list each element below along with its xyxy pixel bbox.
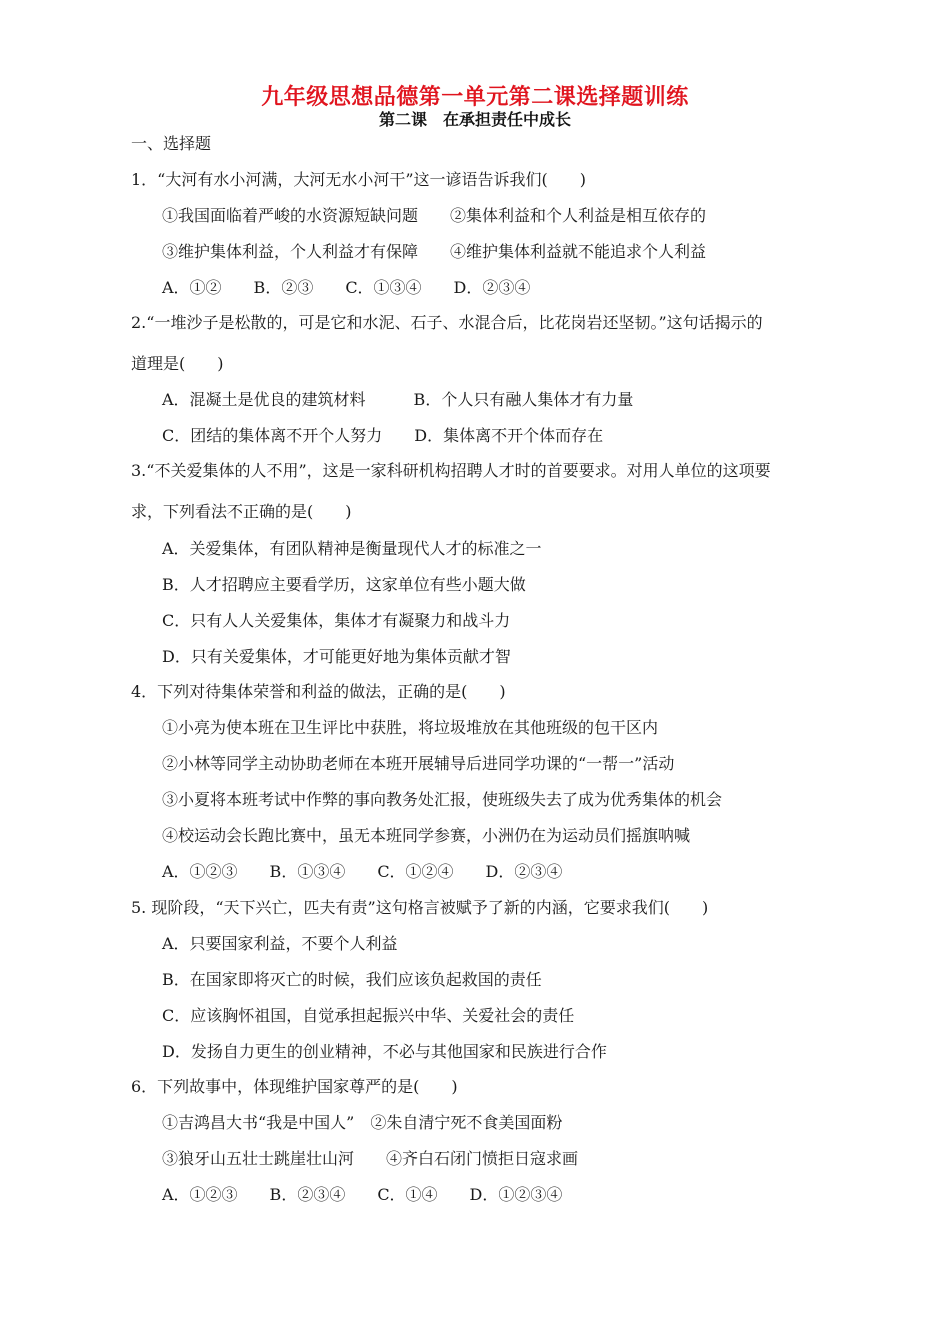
question-3-option: A．关爱集体，有团队精神是衡量现代人才的标准之一 xyxy=(162,539,542,558)
question-1-statement: ③维护集体利益，个人利益才有保障 ④维护集体利益就不能追求个人利益 xyxy=(162,242,707,261)
section-heading: 一、选择题 xyxy=(131,134,212,153)
question-6-stem: 6．下列故事中，体现维护国家尊严的是( ) xyxy=(131,1077,458,1096)
question-4-statement: ④校运动会长跑比赛中，虽无本班同学参赛，小洲仍在为运动员们摇旗呐喊 xyxy=(162,826,691,845)
question-5-stem: 5. 现阶段，“天下兴亡，匹夫有责”这句格言被赋予了新的内涵，它要求我们( ) xyxy=(131,898,709,917)
question-3-option: C．只有人人关爱集体，集体才有凝聚力和战斗力 xyxy=(162,611,511,630)
question-1-statement: ①我国面临着严峻的水资源短缺问题 ②集体利益和个人利益是相互依存的 xyxy=(162,206,707,225)
question-4-options: A．①②③ B．①③④ C．①②④ D．②③④ xyxy=(162,862,563,881)
question-4-statement: ③小夏将本班考试中作弊的事向教务处汇报，使班级失去了成为优秀集体的机会 xyxy=(162,790,723,809)
question-2-stem-cont: 道理是( ) xyxy=(131,354,224,373)
question-6-statement: ③狼牙山五壮士跳崖壮山河 ④齐白石闭门愤拒日寇求画 xyxy=(162,1149,579,1168)
question-1-options: A．①② B．②③ C．①③④ D．②③④ xyxy=(162,278,531,297)
question-3-stem-cont: 求，下列看法不正确的是( ) xyxy=(131,502,352,521)
question-5-option: B．在国家即将灭亡的时候，我们应该负起救国的责任 xyxy=(162,970,542,989)
question-2-options: A．混凝土是优良的建筑材料 B．个人只有融人集体才有力量 xyxy=(162,390,634,409)
question-3-option: B．人才招聘应主要看学历，这家单位有些小题大做 xyxy=(162,575,526,594)
question-1-stem: 1．“大河有水小河满，大河无水小河干”这一谚语告诉我们( ) xyxy=(131,170,587,189)
question-4-stem: 4．下列对待集体荣誉和利益的做法，正确的是( ) xyxy=(131,682,506,701)
question-5-option: D．发扬自力更生的创业精神，不必与其他国家和民族进行合作 xyxy=(162,1042,607,1061)
question-6-statement: ①吉鸿昌大书“我是中国人” ②朱自清宁死不食美国面粉 xyxy=(162,1113,563,1132)
question-3-stem: 3.“不关爱集体的人不用”，这是一家科研机构招聘人才时的首要要求。对用人单位的这项要 xyxy=(131,461,771,480)
page-subtitle: 第二课 在承担责任中成长 xyxy=(378,110,571,129)
question-2-options: C．团结的集体离不开个人努力 D．集体离不开个体而存在 xyxy=(162,426,604,445)
question-6-options: A．①②③ B．②③④ C．①④ D．①②③④ xyxy=(162,1185,563,1204)
question-3-option: D．只有关爱集体，才可能更好地为集体贡献才智 xyxy=(162,647,511,666)
page-title: 九年级思想品德第一单元第二课选择题训练 xyxy=(261,84,689,110)
question-5-option: A．只要国家利益，不要个人利益 xyxy=(162,934,398,953)
question-4-statement: ①小亮为使本班在卫生评比中获胜，将垃圾堆放在其他班级的包干区内 xyxy=(162,718,659,737)
question-2-stem: 2.“一堆沙子是松散的，可是它和水泥、石子、水混合后，比花岗岩还坚韧。”这句话揭示的 xyxy=(131,313,763,332)
question-5-option: C．应该胸怀祖国，自觉承担起振兴中华、关爱社会的责任 xyxy=(162,1006,575,1025)
question-4-statement: ②小林等同学主动协助老师在本班开展辅导后进同学功课的“一帮一”活动 xyxy=(162,754,675,773)
